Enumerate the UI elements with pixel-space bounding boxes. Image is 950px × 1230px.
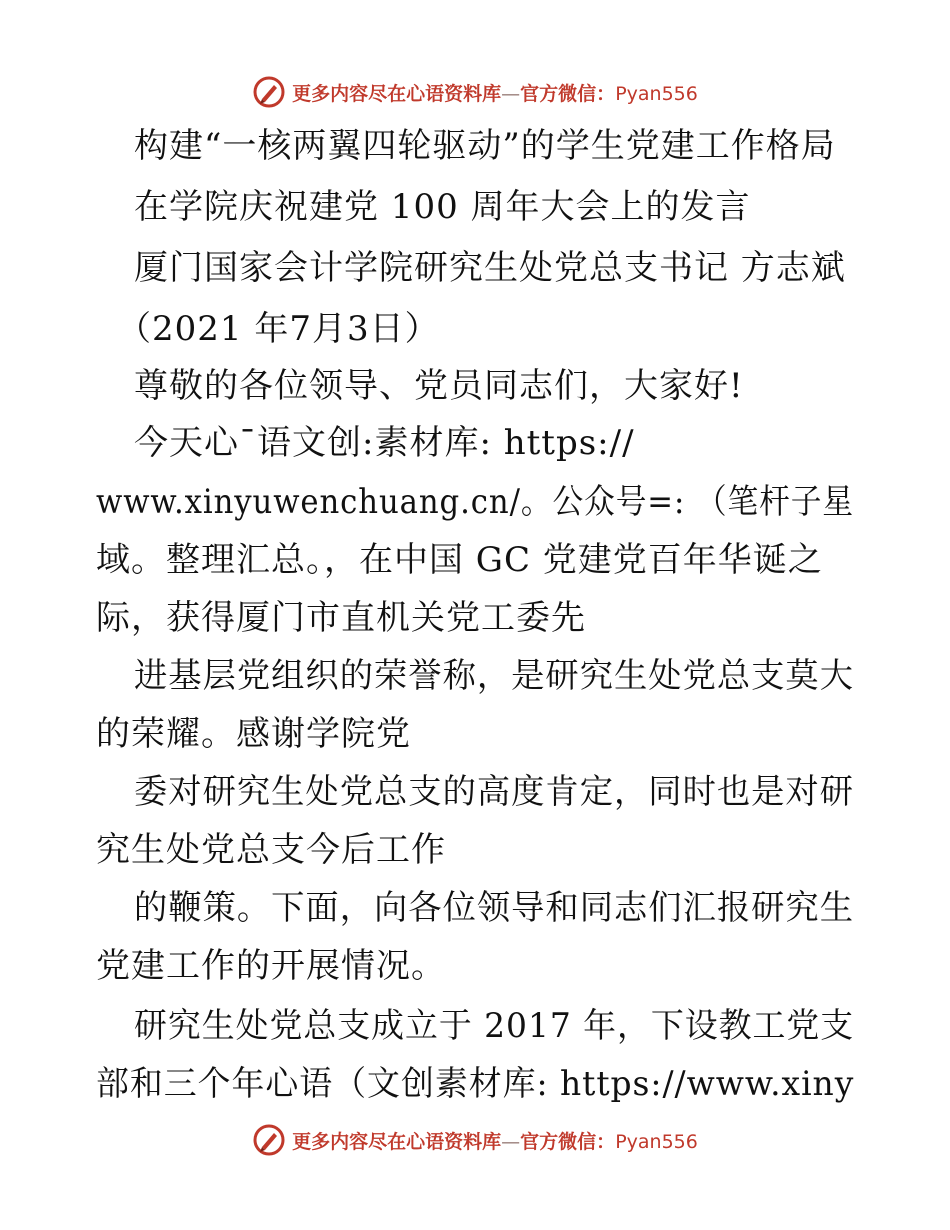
paragraph-line: 的荣耀。感谢学院党 (96, 714, 411, 754)
greeting-line: 尊敬的各位领导、党员同志们，大家好! (134, 366, 744, 406)
banner-official-label: 官方微信： (520, 82, 616, 105)
pen-logo-icon (252, 1123, 286, 1157)
banner-main-text: 更多内容尽在心语资料库 (292, 82, 502, 105)
paragraph-line: 究生处党总支今后工作 (96, 830, 446, 870)
paragraph-line: 的鞭策。下面，向各位领导和同志们汇报研究生 (134, 888, 854, 928)
author-line: 厦门国家会计学院研究生处党总支书记 方志斌 (134, 248, 846, 288)
paragraph-line: 域。整理汇总。，在中国 GC 党建党百年华诞之 (96, 540, 823, 580)
subtitle-line: 在学院庆祝建党 100 周年大会上的发言 (134, 187, 751, 227)
paragraph-line: 际，获得厦门市直机关党工委先 (96, 598, 586, 638)
date-line: （2021 年7月3日） (117, 309, 440, 349)
banner-main-text: 更多内容尽在心语资料库 (292, 1130, 502, 1153)
paragraph-line: 进基层党组织的荣誉称，是研究生处党总支莫大 (134, 656, 854, 696)
header-banner (0, 72, 950, 112)
paragraph-line: 研究生处党总支成立于 2017 年，下设教工党支 (134, 1006, 855, 1046)
banner-content (252, 75, 698, 109)
banner-text (292, 1127, 698, 1154)
footer-banner (0, 1120, 950, 1160)
banner-text (292, 79, 698, 106)
banner-account: Pyan556 (615, 1130, 698, 1153)
banner-official-label: 官方微信： (520, 1130, 616, 1153)
title-line: 构建“一核两翼四轮驱动”的学生党建工作格局 (134, 126, 836, 166)
banner-account: Pyan556 (615, 82, 698, 105)
banner-dash: — (501, 1130, 521, 1153)
paragraph-line: 党建工作的开展情况。 (96, 946, 446, 986)
paragraph-line: www.xinyuwenchuang.cn/。公众号=: （笔杆子星 (96, 482, 854, 522)
paragraph-line: 今天心¯语文创:素材库: https:// (134, 423, 635, 463)
paragraph-line: 委对研究生处党总支的高度肯定，同时也是对研 (134, 772, 854, 812)
banner-dash: — (501, 82, 521, 105)
pen-logo-icon (252, 75, 286, 109)
banner-content (252, 1123, 698, 1157)
paragraph-line: 部和三个年心语（文创素材库: https://www.xiny (96, 1064, 855, 1104)
